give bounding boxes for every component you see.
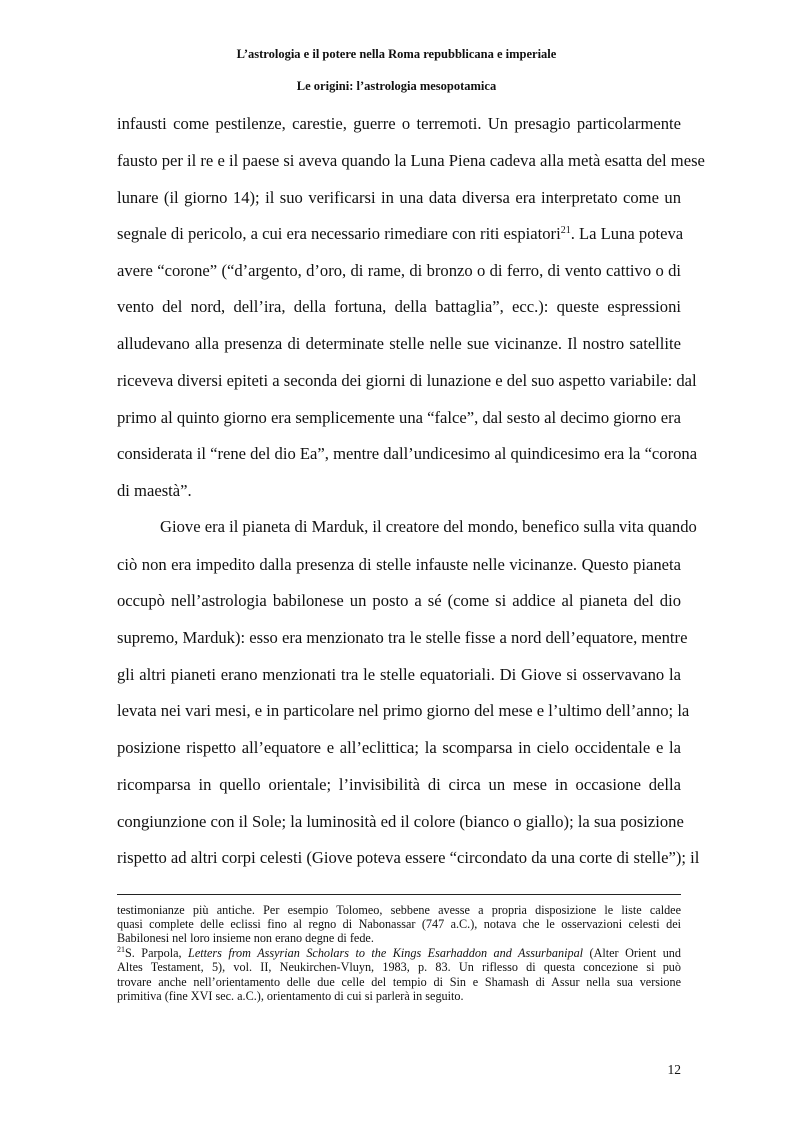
body-line: infausti come pestilenze, carestie, guerre o terremoti. Un presagio particolarmente [117,114,681,133]
footnote-line: quasi complete delle eclissi fino al regno di Nabonassar (747 a.C.), notava che le osservazioni celesti dei [117,917,681,931]
body-line: rispetto ad altri corpi celesti (Giove poteva essere “circondato da una corte di stelle”); il [117,848,700,867]
cited-title: Letters from Assyrian Scholars to the Kings Esarhaddon and Assurbanipal [188,946,584,960]
footnote-line: primitiva (fine XVI sec. a.C.), orientamento di cui si parlerà in seguito. [117,989,464,1003]
body-line: congiunzione con il Sole; la luminosità ed il colore (bianco o giallo); la sua posizione [117,812,684,831]
footnote-line: trovare anche nell’orientamento delle due celle del tempio di Sin e Shamash di Assur nella sua versione [117,975,681,989]
body-line: posizione rispetto all’equatore e all’eclittica; la scomparsa in cielo occidentale e la [117,738,681,757]
body-line: alludevano alla presenza di determinate stelle nelle sue vicinanze. Il nostro satellite [117,334,681,353]
running-header-title: L’astrologia e il potere nella Roma repubblicana e imperiale [236,47,557,61]
body-line-text: . La Luna poteva [570,224,684,243]
footnote-line-text: (Alter Orient und [583,946,681,960]
body-line: di maestà”. [117,481,192,500]
body-line: lunare (il giorno 14); il suo verificarsi in una data diversa era interpretato come un [117,188,681,207]
page-number: 12 [667,1062,681,1077]
footnote-separator [117,894,681,895]
footnote-line: testimonianze più antiche. Per esempio Tolomeo, sebbene avesse a propria disposizione le liste caldee [117,903,681,917]
body-line [117,224,684,244]
footnote-line: Altes Testament, 5), vol. II, Neukirchen-Vluyn, 1983, p. 83. Un riflesso di questa concezione si può [117,960,681,974]
footnote-ref-21: 21 [560,225,571,236]
footnote-line: Babilonesi nel loro insieme non erano degne di fede. [117,931,374,945]
body-line: supremo, Marduk): esso era menzionato tra le stelle fisse a nord dell’equatore, mentre [117,628,688,647]
body-line: levata nei vari mesi, e in particolare nel primo giorno del mese e l’ultimo dell’anno; la [117,701,690,720]
footnote-21 [117,946,681,960]
body-line: fausto per il re e il paese si aveva quando la Luna Piena cadeva alla metà esatta del mese [117,151,705,170]
footnote-number: 21 [117,945,125,954]
body-line: occupò nell’astrologia babilonese un posto a sé (come si addice al pianeta del dio [117,591,681,610]
body-line: riceveva diversi epiteti a seconda dei giorni di lunazione e del suo aspetto variabile: dal [117,371,697,390]
body-line: primo al quinto giorno era semplicemente una “falce”, dal sesto al decimo giorno era [117,408,681,427]
footnote-line-text: S. Parpola, [125,946,189,960]
body-line: ricomparsa in quello orientale; l’invisibilità di circa un mese in occasione della [117,775,681,794]
body-line: considerata il “rene del dio Ea”, mentre dall’undicesimo al quindicesimo era la “corona [117,444,698,463]
body-line: avere “corone” (“d’argento, d’oro, di rame, di bronzo o di ferro, di vento cattivo o di [117,261,681,280]
running-header-section: Le origini: l’astrologia mesopotamica [296,79,497,93]
body-line: Giove era il pianeta di Marduk, il creatore del mondo, benefico sulla vita quando [160,517,697,536]
body-line-text: segnale di pericolo, a cui era necessario rimediare con riti espiatori [117,224,561,243]
body-line: ciò non era impedito dalla presenza di stelle infauste nelle vicinanze. Questo pianeta [117,555,681,574]
body-line: vento del nord, dell’ira, della fortuna, della battaglia”, ecc.): queste espressioni [117,297,681,316]
body-line: gli altri pianeti erano menzionati tra le stelle equatoriali. Di Giove si osservavano la [117,665,681,684]
